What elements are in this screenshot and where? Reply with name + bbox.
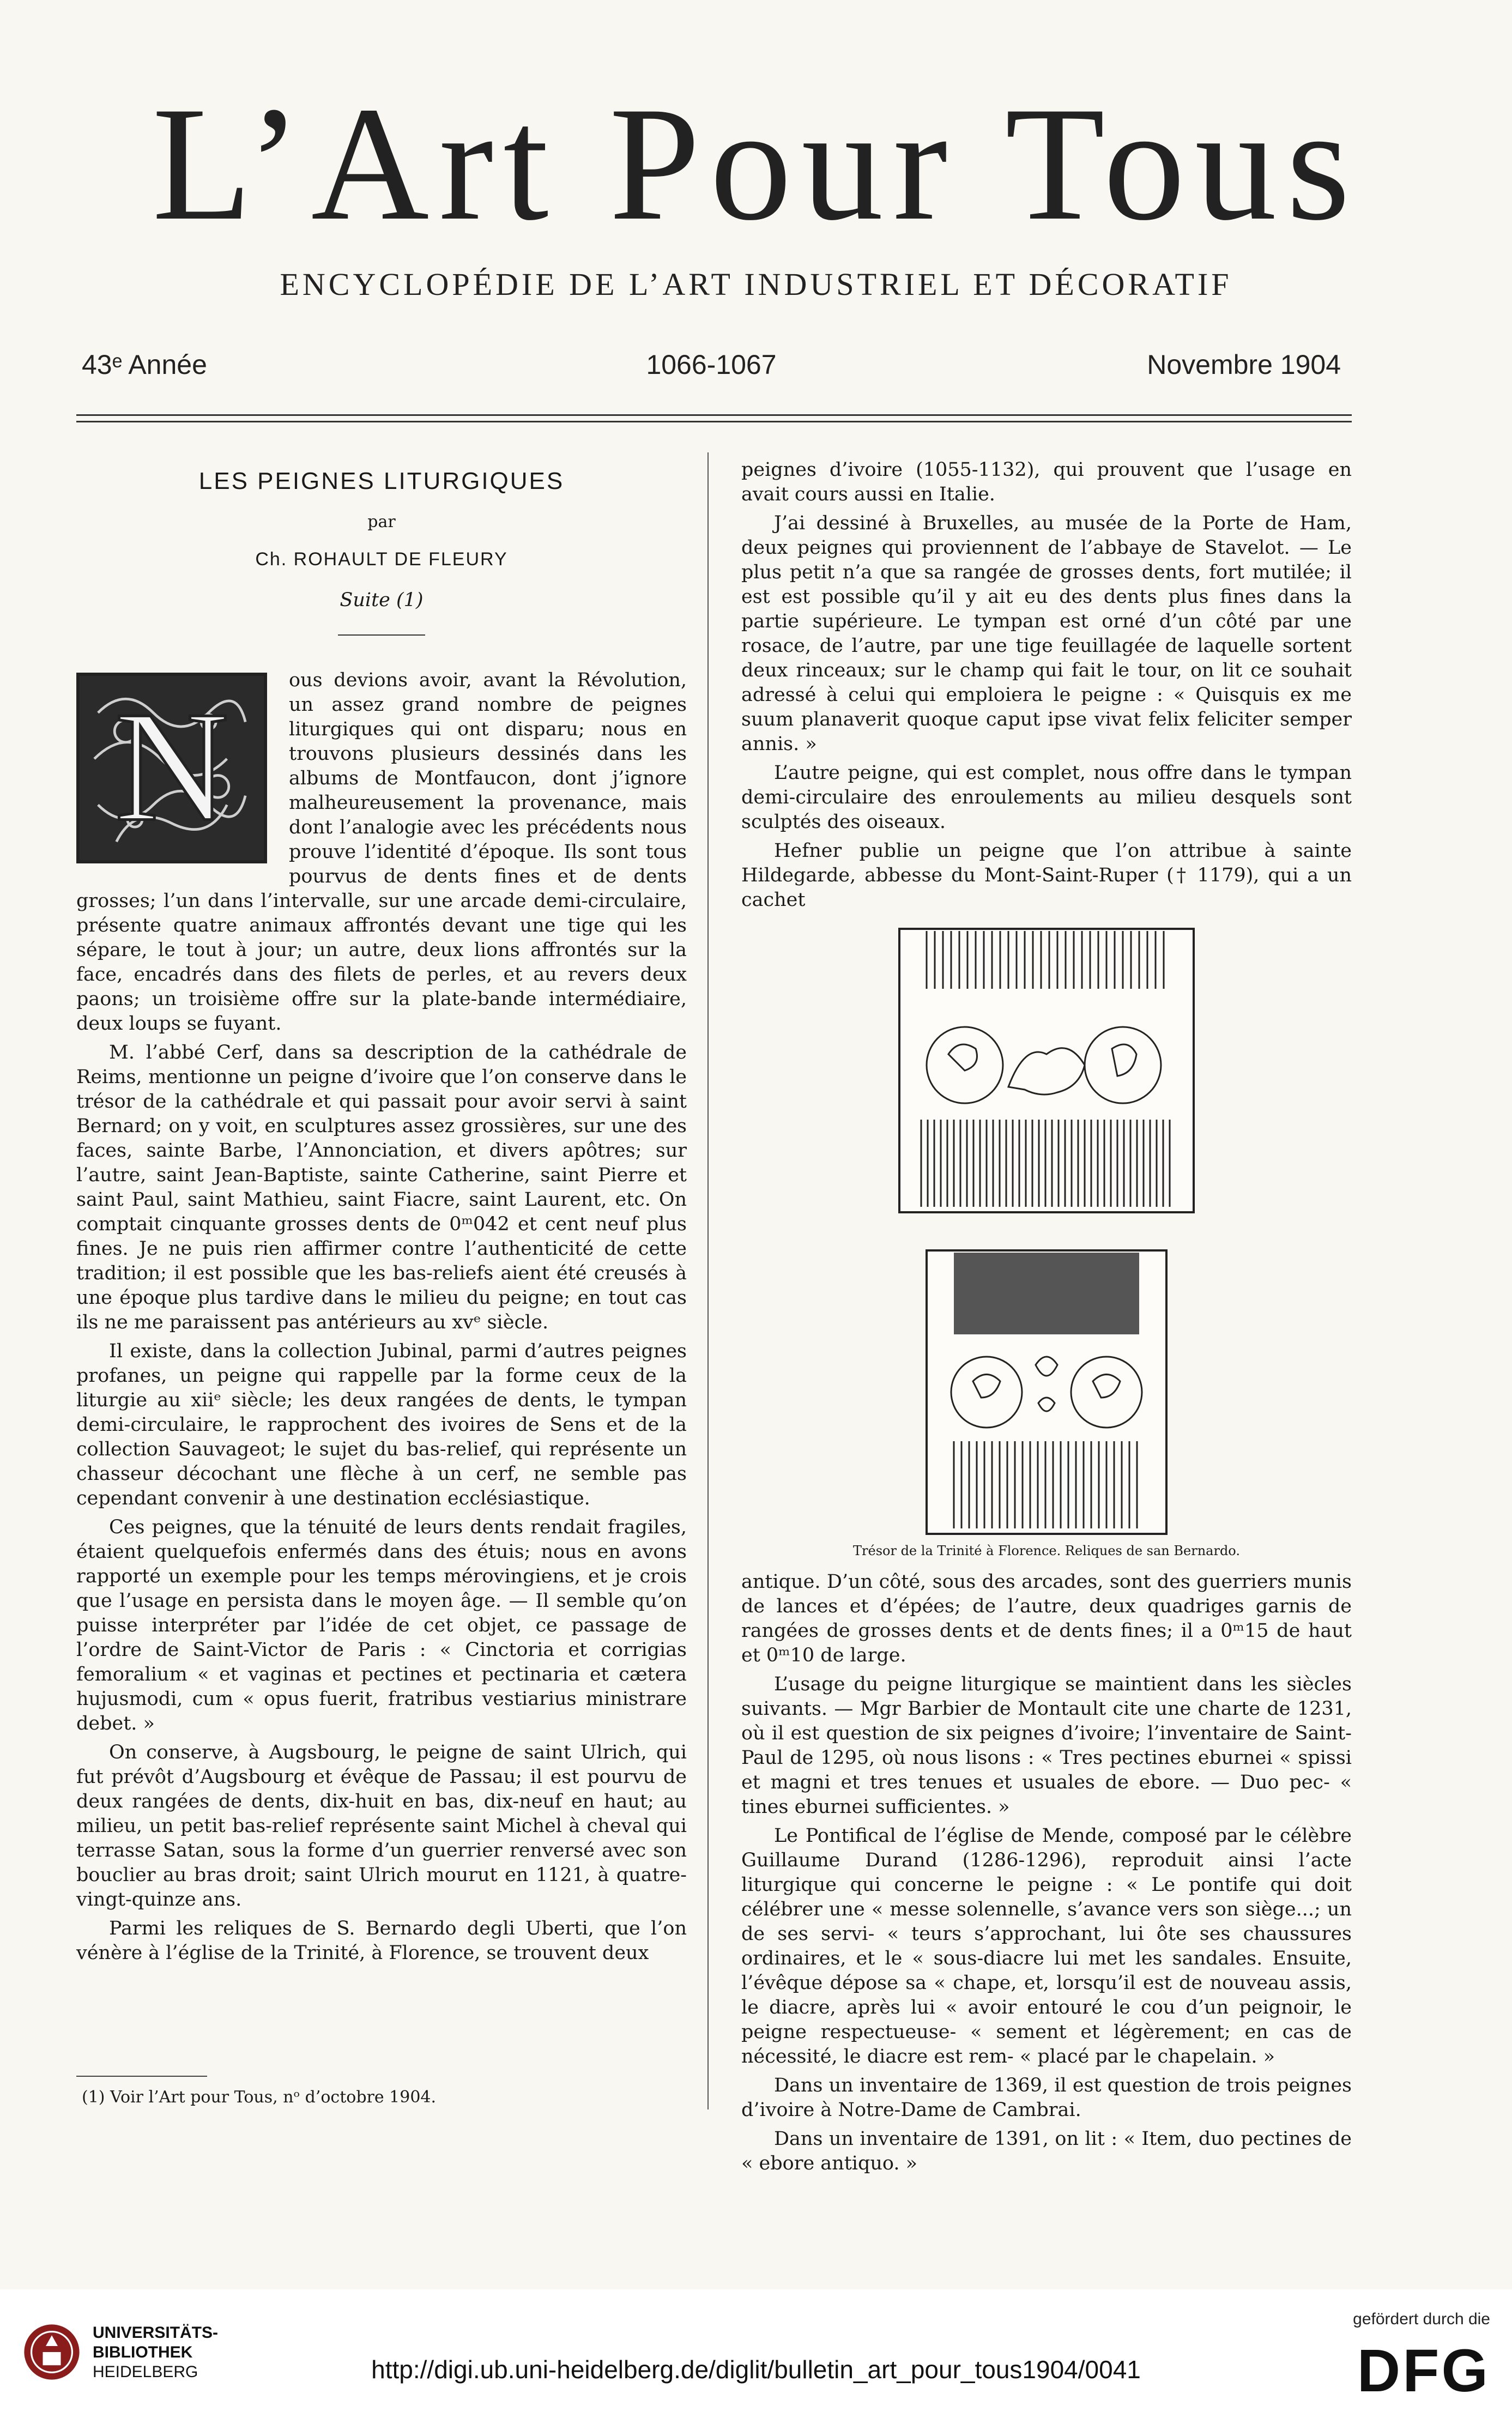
header-rule-bottom — [76, 421, 1352, 422]
header-rule-top — [76, 414, 1352, 416]
library-line: BIBLIOTHEK — [93, 2343, 193, 2361]
dropcap-letter: N — [114, 678, 229, 854]
comb-illustration-top — [894, 923, 1199, 1218]
article-suite: Suite (1) — [340, 589, 424, 611]
paragraph: Hefner publie un peigne que l’on attribue à sainte Hildegarde, abbesse du Mont-Saint-Ruper († 1179), qui a un cachet — [741, 840, 1352, 911]
paragraph: M. l’abbé Cerf, dans sa description de la cathédrale de Reims, mentionne un peigne d’ivoire que l’on conserve dans le trésor de la cathédrale et qui passait pour avoir servi à saint Bernard; on y voit, en sculptures assez grossières, sur une des faces, sainte Barbe, l’Annonciation, et divers apôtres; sur l’autre, saint Jean-Baptiste, sainte Catherine, saint Pierre et saint Paul, saint Mathieu, saint Fiacre, saint Laurent, etc. On comptait cinquante grosses dents de 0ᵐ042 et cent neuf plus fines. Je ne puis rien affirmer contre l’authenticité de cette tradition; il est possible que les bas-reliefs aient été creusés à une époque plus tardive dans le milieu du peigne; en tout cas ils ne me paraissent pas antérieurs au xvᵉ siècle. — [76, 1042, 687, 1333]
library-line: HEIDELBERG — [93, 2363, 198, 2381]
journal-title: L’Art Pour Tous — [152, 73, 1360, 254]
article-author: Ch. ROHAULT DE FLEURY — [255, 549, 508, 570]
paragraph: L’usage du peigne liturgique se maintient dans les siècles suivants. — Mgr Barbier de Montault cite une charte de 1231, où il est question de six peignes d’ivoire; l’inventaire de Saint-Paul de 1295, où nous lisons : « Tres pectines eburnei « spissi et magni et tres tenues et usuales de ebore. — Duo pec- « tines eburnei sufficientes. » — [741, 1673, 1352, 1818]
paragraph: peignes d’ivoire (1055-1132), qui prouvent que l’usage en avait cours aussi en Italie. — [741, 459, 1352, 505]
article-title: LES PEIGNES LITURGIQUES — [198, 468, 565, 494]
paragraph: ous devions avoir, avant la Révolution, un assez grand nombre de peignes liturgiques qui ont disparu; nous en trouvons plusieurs dessinés dans les albums de Montfaucon, dont j’ignore malheureusement la provenance, mais dont l’analogie avec les précédents nous prouve l’identité d’époque. Ils sont tous pourvus de dents fines et de dents grosses; l’un dans l’intervalle, sur une arcade demi-circulaire, présente quatre animaux affrontés devant une tige qui les sépare, le tout à jour; un autre, deux lions affrontés sur la face, encadrés dans des filets de perles, et au revers deux paons; un troisième offre sur la plate-bande intermédiaire, deux loups se fuyant. — [76, 669, 687, 1035]
paragraph: L’autre peigne, qui est complet, nous offre dans le tympan demi-circulaire des enroulements au milieu desquels sont sculptés des oiseaux. — [741, 762, 1352, 833]
source-url[interactable]: http://digi.ub.uni-heidelberg.de/diglit/bulletin_art_pour_tous1904/0041 — [371, 2355, 1141, 2384]
byline-par: par — [367, 512, 396, 531]
footnote: (1) Voir l’Art pour Tous, nᵒ d’octobre 1904. — [82, 2088, 437, 2107]
dropcap-ornament-icon — [80, 676, 264, 860]
title-separator — [338, 634, 425, 636]
ornamental-dropcap — [76, 673, 267, 863]
paragraph: Il existe, dans la collection Jubinal, parmi d’autres peignes profanes, un peigne qui rappelle par la forme ceux de la liturgie au xiiᵉ siècle; les deux rangées de dents, le tympan demi-circulaire, le rapprochent des ivoires de Sens et de la collection Sauvageot; le sujet du bas-relief, qui représente un chasseur décochant une flèche à un cerf, ne semble pas cependant convenir à une destination ecclésiastique. — [76, 1340, 687, 1509]
issue-year: 43ᵉ Année — [82, 349, 207, 380]
column-divider — [707, 452, 709, 2109]
digitization-footer — [0, 2289, 1512, 2418]
issue-pages: 1066-1067 — [646, 349, 777, 380]
paragraph: Le Pontifical de l’église de Mende, composé par le célèbre Guillaume Durand (1286-1296), reproduit ainsi l’acte liturgique qui concerne le peigne : « Le pontife qui doit célébrer une « messe solennelle, s’avance vers son siège...; un de ses servi- « teurs s’approchant, lui ôte ses chaussures ordinaires, et le « sous-diacre lui met les sandales. Ensuite, l’évêque dépose sa « chape, et, lorsqu’il est de nouveau assis, le diacre, après lui « avoir entouré le cou d’un peignoir, le peigne respectueuse- « sement et légèrement; en cas de nécessité, le diacre est rem- « placé par le chapelain. » — [741, 1825, 1352, 2068]
funding-note: gefördert durch die — [1353, 2310, 1490, 2328]
figure-caption: Trésor de la Trinité à Florence. Reliques de san Bernardo. — [853, 1543, 1240, 1558]
footnote-rule — [76, 2076, 207, 2077]
library-line: UNIVERSITÄTS- — [93, 2324, 219, 2342]
comb-illustration-bottom — [921, 1245, 1172, 1539]
right-column — [741, 458, 1352, 2180]
issue-date: Novembre 1904 — [1147, 349, 1341, 380]
paragraph: Dans un inventaire de 1369, il est question de trois peignes d’ivoire à Notre-Dame de Cambrai. — [741, 2075, 1352, 2121]
issue-info — [82, 349, 1341, 387]
paragraph: Dans un inventaire de 1391, on lit : « Item, duo pectines de « ebore antiquo. » — [741, 2128, 1352, 2174]
dfg-logo: DFG — [1357, 2337, 1490, 2404]
paragraph: antique. D’un côté, sous des arcades, sont des guerriers munis de lances et d’épées; de l’autre, deux quadriges garnis de rangées de grosses dents et de dents fines; il a 0ᵐ15 de haut et 0ᵐ10 de large. — [741, 1571, 1352, 1666]
paragraph: Ces peignes, que la ténuité de leurs dents rendait fragiles, étaient quelquefois enfermés dans des étuis; nous en avons rapporté un exemple pour les temps mérovingiens, et je crois que l’usage en persista dans le moyen âge. — Il semble qu’on puisse interpréter par l’idée de cet objet, ce passage de l’ordre de Saint-Victor de Paris : « Cinctoria et corrigias femoralium « et vaginas et pectines et pectinaria et cætera hujusmodi, cum « opus fuerit, fratribus vestiarius ministrare debet. » — [76, 1516, 687, 1734]
paragraph: Parmi les reliques de S. Bernardo degli Uberti, que l’on vénère à l’église de la Trinité, à Florence, se trouvent deux — [76, 1918, 687, 1964]
comb-figure — [769, 923, 1324, 1559]
paragraph: J’ai dessiné à Bruxelles, au musée de la Porte de Ham, deux peignes qui proviennent de l’abbaye de Stavelot. — Le plus petit n’a que sa rangée de grosses dents, fort mutilée; il est est possible qu’il y ait eu des dents plus fines dans la partie supérieure. Le tympan est orné d’un côté par une rosace, de l’autre, par une tige feuillagée de laquelle sortent deux rinceaux; sur le champ qui fait le tour, on lit ce souhait adressé à celui qui emploiera le peigne : « Quisquis ex me suum planaverit quoque caput ipse vivat felix feliciter semper annis. » — [741, 512, 1352, 755]
journal-subtitle: ENCYCLOPÉDIE DE L’ART INDUSTRIEL ET DÉCORATIF — [280, 267, 1232, 302]
left-column — [76, 458, 687, 1970]
paragraph: On conserve, à Augsbourg, le peigne de saint Ulrich, qui fut prévôt d’Augsbourg et évêque de Passau; il est pourvu de deux rangées de dents, dix-huit en bas, dix-neuf en haut; au milieu, un petit bas-relief représente saint Michel à cheval qui terrasse Satan, sous la forme d’un guerrier renversé avec son bouclier au bras droit; saint Ulrich mourut en 1121, à quatre-vingt-quinze ans. — [76, 1742, 687, 1911]
